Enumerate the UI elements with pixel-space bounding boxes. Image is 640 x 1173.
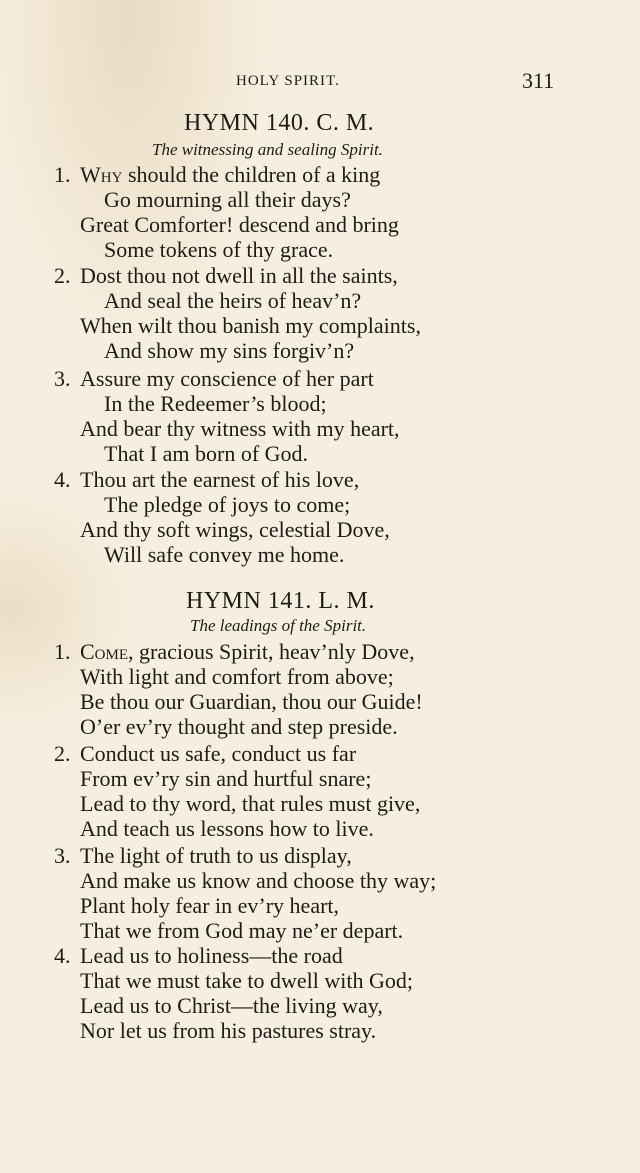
running-head: HOLY SPIRIT. <box>236 73 340 89</box>
verse-first-line-text: Dost thou not dwell in all the saints, <box>80 263 398 288</box>
verse <box>54 639 554 739</box>
verse-first-line <box>54 639 554 664</box>
verse-line: When wilt thou banish my complaints, <box>80 313 421 338</box>
verse-first-line <box>54 943 554 968</box>
verse <box>54 467 554 567</box>
verse <box>54 162 554 262</box>
verse <box>54 843 554 943</box>
verse-line: Lead us to Christ—the living way, <box>80 993 383 1018</box>
verse-number: 2. <box>54 741 71 766</box>
verse-number: 1. <box>54 162 71 187</box>
verse-line: With light and comfort from above; <box>80 664 394 689</box>
verse-first-line <box>54 843 554 868</box>
verse-initial-word: Come, <box>80 639 134 664</box>
verse-number: 4. <box>54 943 71 968</box>
verse-first-line <box>54 263 554 288</box>
verse-line: And seal the heirs of heav’n? <box>104 288 362 313</box>
page-number: 311 <box>522 68 555 93</box>
verse-number: 1. <box>54 639 71 664</box>
verse-line: In the Redeemer’s blood; <box>104 391 327 416</box>
verse <box>54 741 554 841</box>
verse <box>54 263 554 363</box>
verse-line: Be thou our Guardian, thou our Guide! <box>80 689 423 714</box>
verse-first-line-rest: gracious Spirit, heav’nly Dove, <box>133 639 415 664</box>
verse-initial-word: Why <box>80 162 123 187</box>
verse-first-line-text: The light of truth to us display, <box>80 843 352 868</box>
verse-line: That I am born of God. <box>104 441 309 466</box>
verse-line: Lead to thy word, that rules must give, <box>80 791 421 816</box>
verse-line: The pledge of joys to come; <box>104 492 351 517</box>
verse <box>54 943 554 1043</box>
verse-line: From ev’ry sin and hurtful snare; <box>80 766 372 791</box>
verse-first-line-text: Assure my conscience of her part <box>80 366 374 391</box>
verse-first-line <box>54 366 554 391</box>
verse-line: And make us know and choose thy way; <box>80 868 437 893</box>
verse-line: And teach us lessons how to live. <box>80 816 374 841</box>
verse-first-line <box>54 467 554 492</box>
verse-line: And bear thy witness with my heart, <box>80 416 400 441</box>
verse-line: Some tokens of thy grace. <box>104 237 334 262</box>
verse <box>54 366 554 466</box>
verse-line: Will safe convey me home. <box>104 542 345 567</box>
hymn-title: HYMN 141. L. M. <box>186 588 375 614</box>
verse-first-line <box>54 741 554 766</box>
verse-first-line <box>54 162 554 187</box>
verse-first-line-rest: should the children of a king <box>122 162 381 187</box>
hymn-title: HYMN 140. C. M. <box>184 110 375 136</box>
verse-line: Nor let us from his pastures stray. <box>80 1018 377 1043</box>
verse-number: 3. <box>54 366 71 391</box>
verse-number: 4. <box>54 467 71 492</box>
verse-first-line-text: Thou art the earnest of his love, <box>80 467 360 492</box>
verse-line: O’er ev’ry thought and step preside. <box>80 714 398 739</box>
verse-line: And show my sins forgiv’n? <box>104 338 355 363</box>
verse-line: Great Comforter! descend and bring <box>80 212 399 237</box>
hymn-subtitle: The witnessing and sealing Spirit. <box>152 140 383 159</box>
verse-first-line-text: Conduct us safe, conduct us far <box>80 741 357 766</box>
verse-line: Plant holy fear in ev’ry heart, <box>80 893 340 918</box>
hymn-subtitle: The leadings of the Spirit. <box>190 616 367 635</box>
verse-line: That we from God may ne’er depart. <box>80 918 404 943</box>
verse-number: 3. <box>54 843 71 868</box>
verse-line: Go mourning all their days? <box>104 187 351 212</box>
verse-line: And thy soft wings, celestial Dove, <box>80 517 390 542</box>
verse-number: 2. <box>54 263 71 288</box>
verse-first-line-text: Lead us to holiness—the road <box>80 943 343 968</box>
verse-line: That we must take to dwell with God; <box>80 968 413 993</box>
